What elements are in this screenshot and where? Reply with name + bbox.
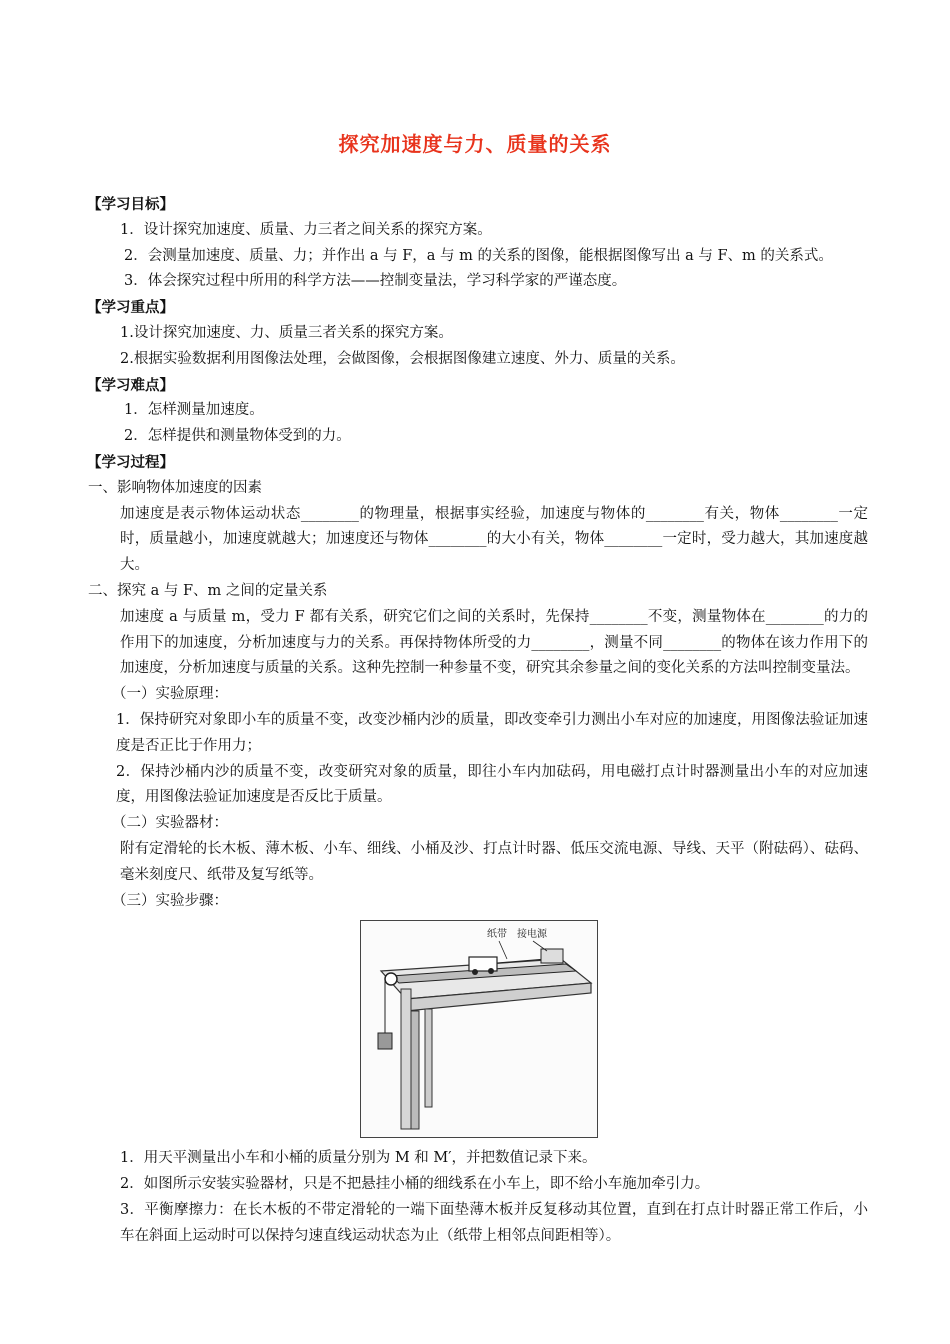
principle-item: 1．保持研究对象即小车的质量不变，改变沙桶内沙的质量，即改变牵引力测出小车对应的加速度，用图像法验证加速度是否正比于作用力； (116, 711, 868, 754)
document-body (88, 192, 868, 1250)
pulley-icon (385, 973, 397, 985)
objectives-heading: 【学习目标】 (87, 196, 174, 213)
equipment-title: （二）实验器材： (112, 815, 228, 832)
part2-title: 二、探究 a 与 F、m 之间的定量关系 (88, 582, 328, 599)
principle-item: 2．保持沙桶内沙的质量不变，改变研究对象的质量，即往小车内加砝码，用电磁打点计时器测量出小车的对应加速度，用图像法验证加速度是否反比于质量。 (116, 763, 868, 806)
tape-label: 纸带 (487, 929, 507, 941)
principle-title: （一）实验原理： (112, 686, 228, 703)
apparatus-diagram (361, 921, 597, 1137)
part1-title: 一、影响物体加速度的因素 (88, 479, 262, 496)
table-leg (425, 1009, 432, 1107)
table-leg (401, 989, 411, 1129)
bucket-icon (378, 1033, 392, 1049)
apparatus-figure (360, 920, 598, 1138)
step-item: 3．平衡摩擦力：在长木板的不带定滑轮的一端下面垫薄木板并反复移动其位置，直到在打点计时器正常工作后，小车在斜面上运动时可以保持匀速直线运动状态为止（纸带上相邻点间距相等）。 (120, 1201, 868, 1244)
objective-item: 1．设计探究加速度、质量、力三者之间关系的探究方案。 (120, 221, 492, 238)
step-item: 2．如图所示安装实验器材，只是不把悬挂小桶的细线系在小车上，即不给小车施加牵引力。 (120, 1176, 710, 1193)
part1-text: 加速度是表示物体运动状态________的物理量，根据事实经验，加速度与物体的________有关，物体________一定时，质量越小，加速度就越大；加速度还与物体________的大小有关，物体________一定时，受力越大，其加速度越大。 (120, 505, 868, 574)
timer-icon (541, 949, 563, 963)
key-point-item: 2.根据实验数据利用图像法处理，会做图像，会根据图像建立速度、外力、质量的关系。 (120, 350, 685, 367)
equipment-text: 附有定滑轮的长木板、薄木板、小车、细线、小桶及沙、打点计时器、低压交流电源、导线、天平（附砝码）、砝码、毫米刻度尺、纸带及复写纸等。 (120, 840, 868, 883)
figure-container (88, 920, 868, 1138)
difficulty-item: 2．怎样提供和测量物体受到的力。 (124, 428, 351, 445)
table-leg (411, 1011, 419, 1129)
steps-title: （三）实验步骤： (112, 892, 228, 909)
difficulties-heading: 【学习难点】 (87, 376, 174, 394)
power-label: 接电源 (517, 929, 547, 941)
difficulty-item: 1．怎样测量加速度。 (124, 402, 264, 419)
key-point-item: 1.设计探究加速度、力、质量三者关系的探究方案。 (120, 324, 453, 341)
objective-item: 3．体会探究过程中所用的科学方法——控制变量法，学习科学家的严谨态度。 (124, 273, 627, 290)
page-title: 探究加速度与力、质量的关系 (338, 132, 612, 156)
key-points-heading: 【学习重点】 (87, 299, 174, 317)
process-heading: 【学习过程】 (87, 453, 174, 471)
part2-text: 加速度 a 与质量 m，受力 F 都有关系，研究它们之间的关系时，先保持________不变，测量物体在________的力的作用下的加速度，分析加速度与力的关系。再保持物体所受的力________，测量不同________的物体在该力作用下的加速度，分析加速度与质量的关系。这种先控制一种参量不变，研究其余参量之间的变化关系的方法叫控制变量法。 (120, 608, 868, 677)
objective-item: 2．会测量加速度、质量、力；并作出 a 与 F，a 与 m 的关系的图像，能根据图像写出 a 与 F、m 的关系式。 (124, 247, 833, 264)
step-item: 1．用天平测量出小车和小桶的质量分别为 M 和 M′，并把数值记录下来。 (120, 1150, 597, 1167)
